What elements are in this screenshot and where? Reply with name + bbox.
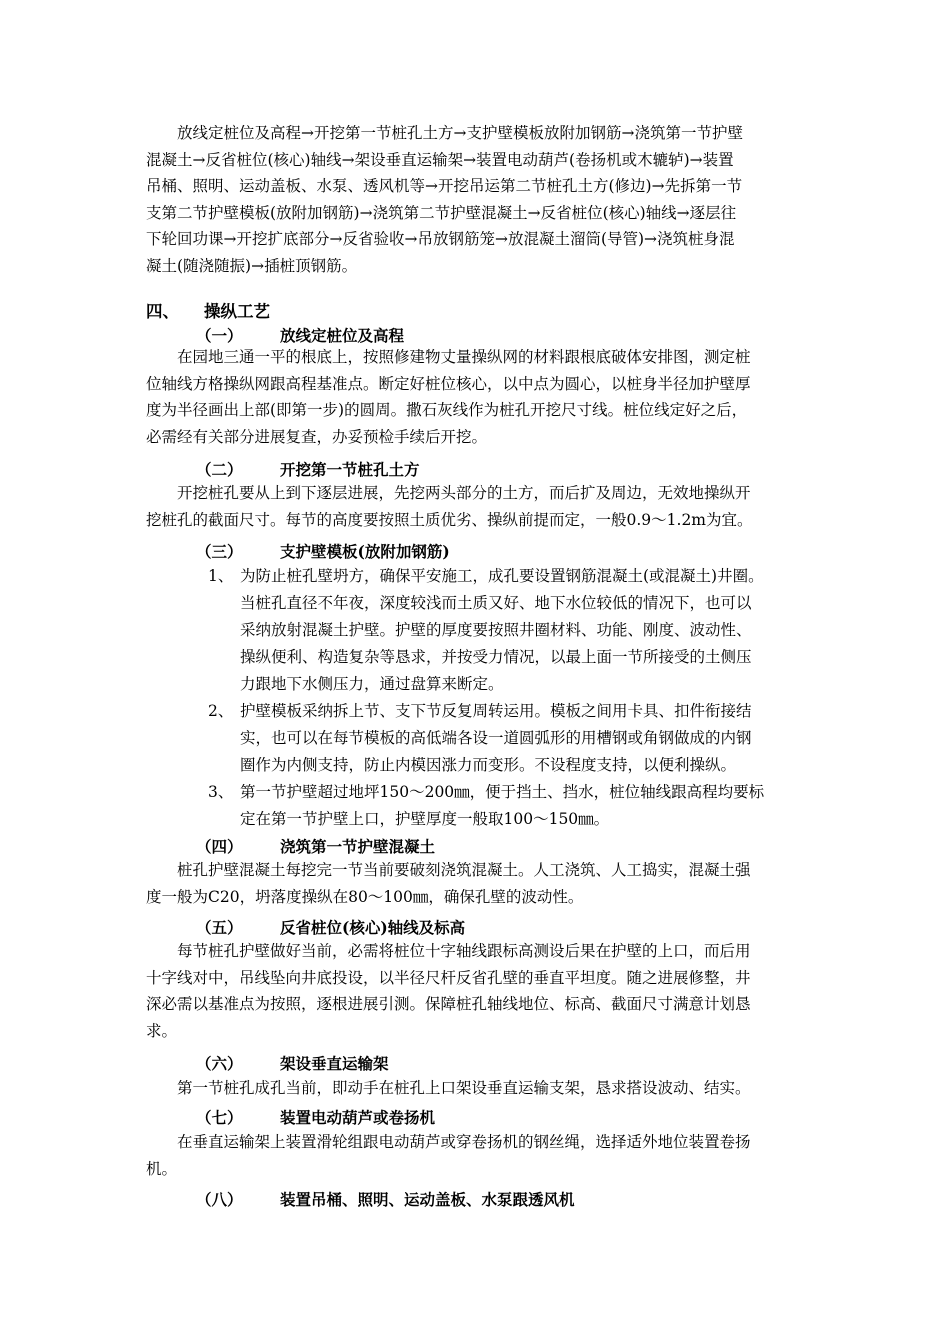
list-item-line: 实，也可以在每节模板的高低端各设一道圆弧形的用槽钢或角钢做成的内钢 (240, 729, 752, 747)
subsection-heading (196, 540, 450, 562)
paragraph-line: 每节桩孔护壁做好当前，必需将桩位十字轴线跟标高测设后果在护壁的上口，而后用 (146, 942, 751, 960)
subsection-title: 装置吊桶、照明、运动盖板、水泵跟透风机 (280, 1190, 575, 1209)
subsection-heading (196, 1106, 435, 1128)
subsection-number: （五） (196, 918, 243, 937)
list-item-line: 采纳放射混凝土护壁。护壁的厚度要按照井圈材料、功能、刚度、波动性、 (240, 621, 752, 639)
paragraph-line: 深必需以基准点为按照，逐根进展引测。保障桩孔轴线地位、标高、截面尺寸满意计划恳 (146, 995, 751, 1013)
paragraph-line: 下轮回功课→开挖扩底部分→反省验收→吊放钢筋笼→放混凝土溜筒(导管)→浇筑桩身混 (146, 230, 735, 248)
subsection-heading (196, 324, 404, 346)
paragraph-line: 桩孔护壁混凝土每挖完一节当前要破刻浇筑混凝土。人工浇筑、人工捣实，混凝土强 (146, 861, 751, 879)
construction-flow-paragraph (146, 120, 810, 279)
subsection-number: （一） (196, 326, 243, 345)
subsection-heading (196, 1188, 575, 1210)
list-item-line: 力跟地下水侧压力，通过盘算来断定。 (240, 675, 504, 693)
list-item-line: 当桩孔直径不年夜，深度较浅而土质又好、地下水位较低的情况下，也可以 (240, 594, 752, 612)
subsection-title: 装置电动葫芦或卷扬机 (280, 1108, 436, 1127)
subsection-heading (196, 1052, 389, 1074)
paragraph-line: 吊桶、照明、运动盖板、水泵、透风机等→开挖吊运第二节桩孔土方(修边)→先拆第一节 (146, 177, 743, 195)
paragraph-line: 混凝土→反省桩位(核心)轴线→架设垂直运输架→装置电动葫芦(卷扬机或木辘轳)→装置 (146, 150, 734, 169)
subsection-body (146, 1075, 810, 1102)
paragraph-line: 在垂直运输架上装置滑轮组跟电动葫芦或穿卷扬机的钢丝绳，选择适外地位装置卷扬 (146, 1133, 751, 1151)
paragraph-line: 必需经有关部分进展复查，办妥预检手续后开挖。 (146, 427, 488, 446)
list-item-number: 2、 (208, 702, 234, 720)
section-number: 四、 (146, 302, 179, 321)
list-item-line: 护壁模板采纳拆上节、支下节反复周转运用。模板之间用卡具、扣件衔接结 (240, 702, 752, 720)
subsection-title: 放线定桩位及高程 (280, 326, 405, 345)
subsection-title: 反省桩位(核心)轴线及标高 (280, 918, 466, 937)
subsection-title: 浇筑第一节护壁混凝土 (280, 837, 436, 856)
subsection-body (146, 857, 810, 910)
subsection-body (146, 344, 810, 450)
paragraph-line: 放线定桩位及高程→开挖第一节桩孔土方→支护壁模板放附加钢筋→浇筑第一节护壁 (146, 124, 743, 142)
section-heading (146, 298, 270, 322)
subsection-number: （二） (196, 460, 243, 479)
paragraph-line: 十字线对中，吊线坠向井底投设，以半径尺杆反省孔壁的垂直平坦度。随之进展修整，井 (146, 968, 751, 987)
paragraph-line: 度一般为C20，坍落度操纵在80～100㎜，确保孔壁的波动性。 (146, 887, 584, 906)
subsection-body (146, 1129, 810, 1182)
paragraph-line: 支第二节护壁模板(放附加钢筋)→浇筑第二节护壁混凝土→反省桩位(核心)轴线→逐层往 (146, 203, 737, 222)
subsection-heading (196, 916, 465, 938)
list-item-line: 圈作为内侧支持，防止内模因涨力而变形。不设程度支持，以便利操纵。 (240, 756, 737, 774)
subsection-title: 架设垂直运输架 (280, 1054, 389, 1073)
list-item-line: 第一节护壁超过地坪150～200㎜，便于挡土、挡水，桩位轴线跟高程均要标 (240, 783, 765, 801)
list-item-line: 操纵便利、构造复杂等恳求，并按受力情况，以最上面一节所接受的土侧压 (240, 648, 752, 666)
subsection-number: （七） (196, 1108, 243, 1127)
subsection-number: （四） (196, 837, 243, 856)
subsection-body (146, 938, 810, 1044)
subsection-title: 支护壁模板(放附加钢筋) (280, 542, 450, 561)
subsection-number: （三） (196, 542, 243, 561)
subsection-title: 开挖第一节桩孔土方 (280, 460, 420, 479)
subsection-heading (196, 835, 435, 857)
paragraph-line: 求。 (146, 1021, 178, 1040)
paragraph-line: 位轴线方格操纵网跟高程基准点。断定好桩位核心，以中点为圆心，以桩身半径加护壁厚 (146, 374, 751, 393)
paragraph-line: 开挖桩孔要从上到下逐层进展，先挖两头部分的土方，而后扩及周边，无效地操纵开 (146, 484, 751, 502)
list-item-number: 3、 (208, 783, 234, 801)
paragraph-line: 在园地三通一平的根底上，按照修建物丈量操纵网的材料跟根底破体安排图，测定桩 (146, 348, 751, 366)
list-item-number: 1、 (208, 567, 234, 585)
paragraph-line: 机。 (146, 1159, 178, 1178)
subsection-number: （八） (196, 1190, 243, 1209)
paragraph-line: 度为半径画出上部(即第一步)的圆周。撒石灰线作为桩孔开挖尺寸线。桩位线定好之后， (146, 401, 748, 419)
subsection-number: （六） (196, 1054, 243, 1073)
subsection-body (146, 480, 810, 533)
subsection-heading (196, 458, 420, 480)
paragraph-line: 挖桩孔的截面尺寸。每节的高度要按照土质优劣、操纵前提而定，一般0.9～1.2m为宜。 (146, 510, 753, 529)
paragraph-line: 凝土(随浇随振)→插桩顶钢筋。 (146, 256, 358, 275)
paragraph-line: 第一节桩孔成孔当前，即动手在桩孔上口架设垂直运输支架，恳求搭设波动、结实。 (146, 1079, 751, 1097)
list-item-line: 定在第一节护壁上口，护壁厚度一般取100～150㎜。 (240, 810, 610, 828)
section-title: 操纵工艺 (204, 302, 270, 321)
list-item-line: 为防止桩孔壁坍方，确保平安施工，成孔要设置钢筋混凝土(或混凝土)井圈。 (240, 567, 764, 585)
